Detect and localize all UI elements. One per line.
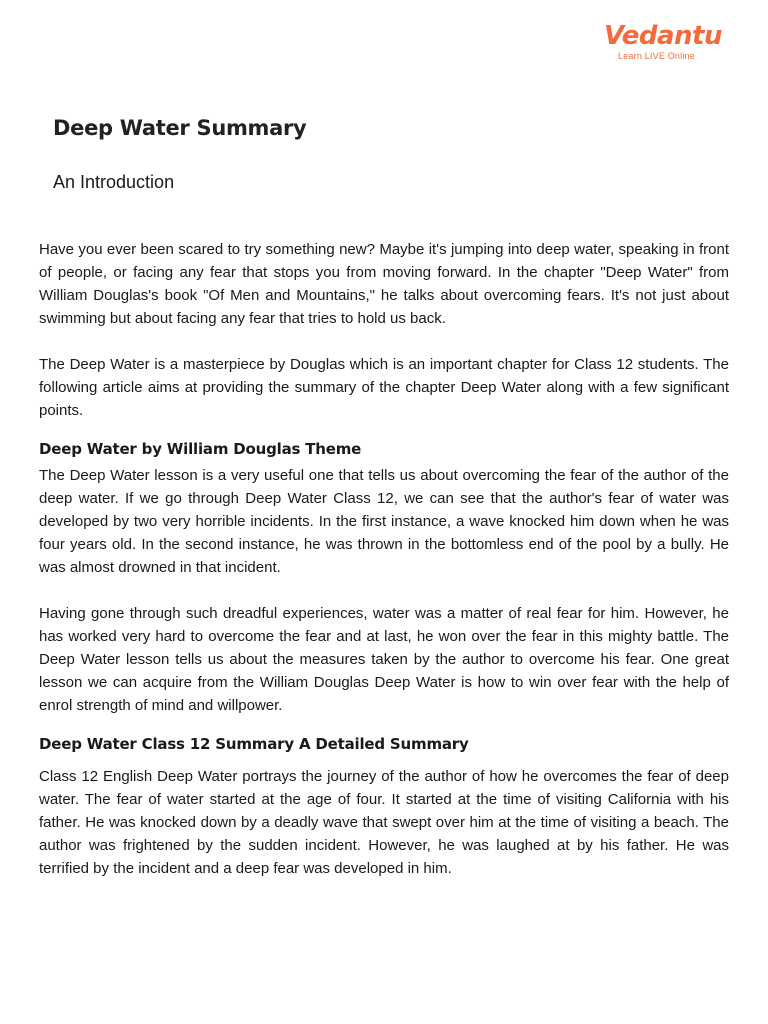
logo-tagline: Learn LIVE Online xyxy=(618,51,695,61)
vedantu-logo xyxy=(604,20,722,62)
page-subtitle: An Introduction xyxy=(53,172,175,192)
section-paragraph: Class 12 English Deep Water portrays the journey of the author of how he overcomes the fear of deep water. The fear of water started at the age of four. It started at the time of visiting California with his father. He was knocked down by a deadly wave that swept over him at the time of visiting a beach. The author was frightened by the sudden incident. However, he was laughed at by his father. He was terrified by the incident and a deep fear was developed in him. xyxy=(39,768,729,877)
intro-paragraph: Have you ever been scared to try something new? Maybe it's jumping into deep water, speaking in front of people, or facing any fear that stops you from moving forward. In the chapter "Deep Water" from William Douglas's book "Of Men and Mountains," he talks about overcoming fears. It's not just about swimming but about facing any fear that tries to hold us back. xyxy=(39,241,729,327)
section-paragraph: The Deep Water lesson is a very useful one that tells us about overcoming the fear of the author of the deep water. If we go through Deep Water Class 12, we can see that the author's fear of water was developed by two very horrible incidents. In the first instance, a wave knocked him down when he was four years old. In the second instance, he was thrown in the bottomless end of the pool by a bully. He was almost drowned in that incident. xyxy=(39,467,729,576)
section-heading-theme: Deep Water by William Douglas Theme xyxy=(39,440,362,458)
logo-wordmark: Vedantu xyxy=(604,21,722,51)
section-heading-detailed-summary: Deep Water Class 12 Summary A Detailed Summary xyxy=(39,735,469,753)
intro-paragraph: The Deep Water is a masterpiece by Douglas which is an important chapter for Class 12 students. The following article aims at providing the summary of the chapter Deep Water along with a few significant points. xyxy=(39,356,729,419)
section-paragraph: Having gone through such dreadful experiences, water was a matter of real fear for him. However, he has worked very hard to overcome the fear and at last, he won over the fear in this mighty battle. The Deep Water lesson tells us about the measures taken by the author to overcome his fear. One great lesson we can acquire from the William Douglas Deep Water is how to win over fear with the help of enrol strength of mind and willpower. xyxy=(39,605,729,714)
page-title: Deep Water Summary xyxy=(53,116,307,140)
article-body xyxy=(39,238,729,880)
